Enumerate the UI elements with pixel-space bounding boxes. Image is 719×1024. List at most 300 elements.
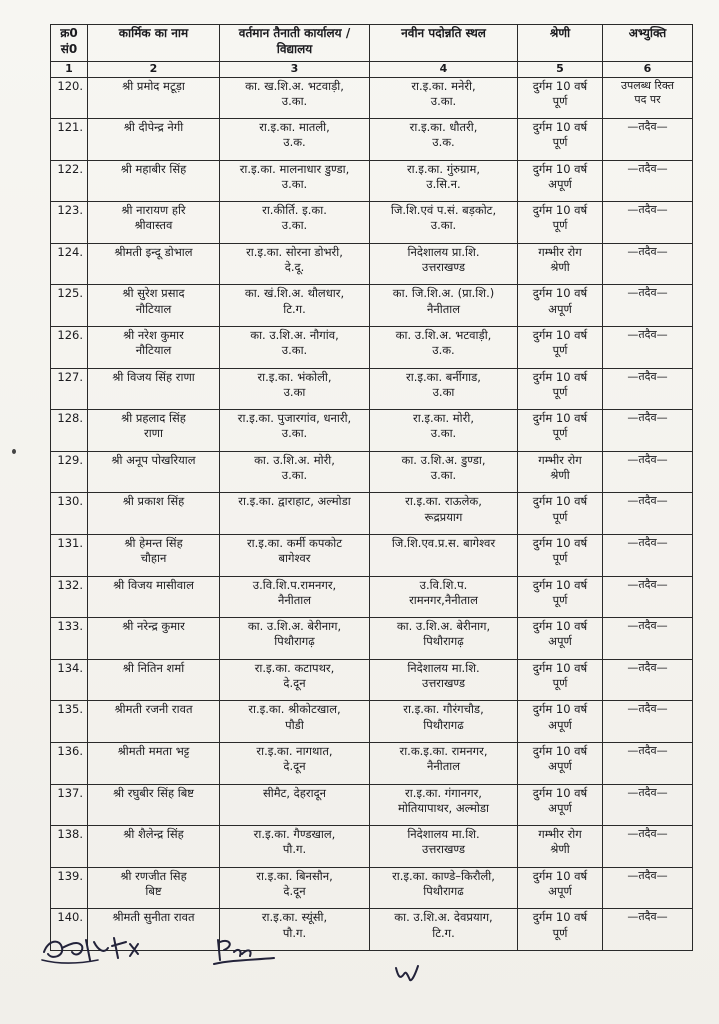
new-posting-cell-line: उ.क. <box>432 343 455 358</box>
serial-number-cell: 128. <box>51 410 88 452</box>
employee-name-cell-line: श्री रघुबीर सिंह बिष्ट <box>113 785 194 800</box>
employee-name-cell-line: चौहान <box>140 551 167 566</box>
new-posting-cell-line: का. उ.शि.अ. भटवाड़ी, <box>395 328 492 343</box>
table-row <box>51 784 693 826</box>
category-cell-line: दुर्गम 10 वर्ष <box>532 536 588 551</box>
employee-name-cell-line: श्री नारायण हरि <box>121 203 186 218</box>
new-posting-cell-line: पिथौरागढ़ <box>423 634 464 649</box>
table-row <box>51 202 693 244</box>
current-posting-cell <box>220 826 370 868</box>
employee-name-cell <box>88 119 220 161</box>
current-posting-cell <box>220 77 370 119</box>
employee-name-cell <box>88 826 220 868</box>
current-posting-cell-line: का. उ.शि.अ. मोरी, <box>254 452 335 467</box>
current-posting-cell-line: रा.इ.का. स्यूंसी, <box>261 910 328 925</box>
remark-cell-line: —तदैव— <box>627 868 668 882</box>
serial-number-cell: 139. <box>51 867 88 909</box>
new-posting-cell <box>370 701 518 743</box>
category-cell <box>518 701 603 743</box>
serial-number-cell: 138. <box>51 826 88 868</box>
new-posting-cell-line: रामनगर,नैनीताल <box>409 592 478 607</box>
current-posting-cell-line: बागेश्वर <box>278 551 311 566</box>
table-row <box>51 535 693 577</box>
column-number-row <box>51 62 693 78</box>
remark-cell-line: पद पर <box>634 93 661 107</box>
new-posting-cell <box>370 451 518 493</box>
current-posting-cell-line: उ.का. <box>281 426 308 441</box>
remark-cell-line: —तदैव— <box>627 910 668 924</box>
remark-cell <box>603 701 693 743</box>
current-posting-cell-line: रा.इ.का. पुजारगांव, धनारी, <box>237 411 352 426</box>
category-cell-line: दुर्गम 10 वर्ष <box>532 78 588 93</box>
column-number: 1 <box>51 62 88 78</box>
category-cell-line: पूर्ण <box>552 135 568 150</box>
employee-name-cell <box>88 202 220 244</box>
serial-number-cell: 129. <box>51 451 88 493</box>
new-posting-cell-line: का. उ.शि.अ. देवप्रयाग, <box>394 910 493 925</box>
category-cell-line: अपूर्ण <box>548 883 572 898</box>
new-posting-cell <box>370 535 518 577</box>
current-posting-cell <box>220 701 370 743</box>
category-cell-line: पूर्ण <box>552 218 568 233</box>
new-posting-cell-line: नैनीताल <box>426 301 461 316</box>
remark-cell-line: —तदैव— <box>627 452 668 466</box>
category-cell-line: अपूर्ण <box>548 634 572 649</box>
employee-name-cell <box>88 285 220 327</box>
category-cell-line: दुर्गम 10 वर्ष <box>532 161 588 176</box>
current-posting-cell-line: नैनीताल <box>277 592 312 607</box>
serial-number-cell: 126. <box>51 327 88 369</box>
category-cell <box>518 327 603 369</box>
category-cell <box>518 535 603 577</box>
table-row <box>51 160 693 202</box>
table-header-row <box>51 25 693 62</box>
new-posting-cell <box>370 410 518 452</box>
new-posting-cell-line: उ.का. <box>430 426 457 441</box>
remark-cell <box>603 743 693 785</box>
current-posting-cell-line: उ.का. <box>281 468 308 483</box>
category-cell <box>518 202 603 244</box>
category-cell-line: अपूर्ण <box>548 759 572 774</box>
current-posting-cell-line: उ.का. <box>281 218 308 233</box>
employee-name-cell-line: श्री शैलेन्द्र सिंह <box>123 827 184 842</box>
employee-name-cell-line: राणा <box>144 426 163 441</box>
header-category: श्रेणी <box>518 25 603 62</box>
new-posting-cell <box>370 909 518 951</box>
remark-cell <box>603 493 693 535</box>
serial-number-cell: 133. <box>51 618 88 660</box>
table-row <box>51 867 693 909</box>
current-posting-cell-line: टि.ग. <box>283 301 306 316</box>
current-posting-cell-line: उ.का. <box>281 93 308 108</box>
employee-name-cell-line: नौटियाल <box>135 301 172 316</box>
current-posting-cell <box>220 119 370 161</box>
table-row <box>51 119 693 161</box>
category-cell-line: पूर्ण <box>552 551 568 566</box>
new-posting-cell <box>370 576 518 618</box>
category-cell-line: दुर्गम 10 वर्ष <box>532 328 588 343</box>
category-cell-line: दुर्गम 10 वर्ष <box>532 286 588 301</box>
employee-name-cell <box>88 618 220 660</box>
table-row <box>51 576 693 618</box>
new-posting-cell-line: उत्तराखण्ड <box>422 842 465 857</box>
remark-cell-line: —तदैव— <box>627 660 668 674</box>
new-posting-cell-line: जि.शि.एवं प.सं. बड़कोट, <box>390 203 497 218</box>
employee-name-cell-line: श्रीमती सुनीता रावत <box>112 910 195 925</box>
employee-name-cell <box>88 451 220 493</box>
category-cell-line: दुर्गम 10 वर्ष <box>532 411 588 426</box>
table-row <box>51 285 693 327</box>
remark-cell <box>603 451 693 493</box>
current-posting-cell <box>220 451 370 493</box>
new-posting-cell-line: उ.सि.न. <box>426 176 461 191</box>
new-posting-cell <box>370 77 518 119</box>
table-row <box>51 451 693 493</box>
remark-cell-line: —तदैव— <box>627 411 668 425</box>
current-posting-cell-line: का. ख.शि.अ. भटवाड़ी, <box>245 78 344 93</box>
category-cell-line: पूर्ण <box>552 676 568 690</box>
new-posting-cell <box>370 659 518 701</box>
category-cell <box>518 659 603 701</box>
current-posting-cell-line: पिथौरागढ़ <box>274 634 315 649</box>
serial-number-cell: 137. <box>51 784 88 826</box>
current-posting-cell <box>220 327 370 369</box>
new-posting-cell-line: रा.इ.का. गौरंगचौड, <box>403 702 484 717</box>
new-posting-cell-line: नैनीताल <box>426 759 461 774</box>
employee-name-cell-line: श्री नरेश कुमार <box>123 328 184 343</box>
new-posting-cell-line: उ.का. <box>430 468 457 483</box>
employee-name-cell-line: श्री रणजीत सिह <box>120 868 187 883</box>
serial-number-cell: 131. <box>51 535 88 577</box>
table-row <box>51 368 693 410</box>
current-posting-cell <box>220 743 370 785</box>
employee-name-cell-line: श्रीमती रजनी रावत <box>114 702 193 717</box>
current-posting-cell <box>220 659 370 701</box>
new-posting-cell-line: मोतियापाथर, अल्मोडा <box>397 800 490 815</box>
remark-cell <box>603 327 693 369</box>
category-cell-line: अपूर्ण <box>548 301 572 316</box>
current-posting-cell-line: उ.क. <box>283 135 306 150</box>
category-cell-line: दुर्गम 10 वर्ष <box>532 785 588 800</box>
category-cell <box>518 410 603 452</box>
category-cell <box>518 576 603 618</box>
employee-name-cell-line: श्री सुरेश प्रसाद <box>122 286 185 301</box>
header-current-posting: वर्तमान तैनाती कार्यालय / विद्यालय <box>220 25 370 62</box>
current-posting-cell-line: रा.कीर्ति. इ.का. <box>262 203 327 218</box>
category-cell-line: पूर्ण <box>552 509 568 524</box>
category-cell-line: दुर्गम 10 वर्ष <box>532 619 588 634</box>
new-posting-cell-line: रा.इ.का. मोरी, <box>413 411 474 426</box>
category-cell-line: दुर्गम 10 वर्ष <box>532 203 588 218</box>
column-number: 6 <box>603 62 693 78</box>
employee-name-cell <box>88 784 220 826</box>
handwritten-signature-2 <box>212 936 282 970</box>
current-posting-cell-line: का. खं.शि.अ. थौलधार, <box>244 286 345 301</box>
category-cell <box>518 618 603 660</box>
employee-name-cell <box>88 368 220 410</box>
serial-number-cell: 123. <box>51 202 88 244</box>
current-posting-cell-line: पौडी <box>285 717 304 732</box>
remark-cell <box>603 368 693 410</box>
employee-name-cell <box>88 243 220 285</box>
category-cell-line: दुर्गम 10 वर्ष <box>532 910 588 925</box>
new-posting-cell-line: टि.ग. <box>432 925 455 940</box>
remark-cell-line: —तदैव— <box>627 244 668 258</box>
table-row <box>51 243 693 285</box>
handwritten-mark <box>392 962 422 988</box>
table-row <box>51 826 693 868</box>
category-cell <box>518 243 603 285</box>
category-cell-line: श्रेणी <box>550 468 570 483</box>
current-posting-cell-line: का. उ.शि.अ. बेरीनाग, <box>247 619 342 634</box>
new-posting-cell <box>370 743 518 785</box>
current-posting-cell-line: रा.इ.का. कर्मी कपकोट <box>246 536 343 551</box>
current-posting-cell-line: सीमैट, देहरादून <box>262 785 327 800</box>
employee-name-cell <box>88 535 220 577</box>
category-cell <box>518 160 603 202</box>
remark-cell <box>603 535 693 577</box>
employee-name-cell-line: बिष्ट <box>145 883 162 898</box>
table-row <box>51 659 693 701</box>
new-posting-cell-line: रा.इ.का. राऊलेक, <box>405 494 482 509</box>
category-cell <box>518 77 603 119</box>
employee-name-cell-line: श्रीमती इन्दू डोभाल <box>114 244 193 259</box>
employee-name-cell <box>88 701 220 743</box>
new-posting-cell-line: रा.इ.का. गंगानगर, <box>405 785 482 800</box>
serial-number-cell: 135. <box>51 701 88 743</box>
category-cell-line: पूर्ण <box>552 93 568 108</box>
new-posting-cell <box>370 327 518 369</box>
current-posting-cell <box>220 243 370 285</box>
current-posting-cell-line: दे.दून <box>283 883 306 898</box>
new-posting-cell <box>370 202 518 244</box>
new-posting-cell-line: पिथौरागढ <box>423 717 464 732</box>
column-number: 3 <box>220 62 370 78</box>
new-posting-cell-line: उ.का. <box>430 218 457 233</box>
current-posting-cell <box>220 202 370 244</box>
current-posting-cell-line: उ.का. <box>281 343 308 358</box>
remark-cell-line: —तदैव— <box>627 120 668 134</box>
current-posting-cell-line: पौ.ग. <box>282 925 307 940</box>
remark-cell-line: —तदैव— <box>627 577 668 591</box>
new-posting-cell-line: निदेशालय मा.शि. <box>407 827 480 842</box>
category-cell-line: दुर्गम 10 वर्ष <box>532 702 588 717</box>
table-row <box>51 743 693 785</box>
table-row <box>51 701 693 743</box>
current-posting-cell <box>220 576 370 618</box>
remark-cell-line: —तदैव— <box>627 702 668 716</box>
new-posting-cell <box>370 285 518 327</box>
current-posting-cell-line: रा.इ.का. बिनसौन, <box>256 868 333 883</box>
new-posting-cell-line: रा.इ.का. मनेरी, <box>411 78 476 93</box>
category-cell-line: गम्भीर रोग <box>538 452 582 467</box>
current-posting-cell-line: रा.इ.का. मालनाधार डुण्डा, <box>239 161 350 176</box>
table-row <box>51 77 693 119</box>
serial-number-cell: 134. <box>51 659 88 701</box>
current-posting-cell-line: उ.का <box>283 384 306 399</box>
employee-name-cell-line: श्री महाबीर सिंह <box>120 161 187 176</box>
category-cell-line: दुर्गम 10 वर्ष <box>532 660 588 675</box>
remark-cell <box>603 160 693 202</box>
new-posting-cell-line: निदेशालय प्रा.शि. <box>407 244 480 259</box>
current-posting-cell-line: रा.इ.का. नागथात, <box>256 744 333 759</box>
employee-name-cell <box>88 493 220 535</box>
employee-name-cell-line: श्री प्रकाश सिंह <box>122 494 185 509</box>
new-posting-cell-line: निदेशालय मा.शि. <box>407 660 480 675</box>
remark-cell <box>603 659 693 701</box>
transfer-list-table <box>50 24 693 951</box>
header-new-promotion-place: नवीन पदोन्नति स्थल <box>370 25 518 62</box>
new-posting-cell-line: उत्तराखण्ड <box>422 676 465 690</box>
employee-name-cell <box>88 160 220 202</box>
serial-number-cell: 136. <box>51 743 88 785</box>
new-posting-cell-line: रा.इ.का. बर्नीगाड, <box>406 369 481 384</box>
current-posting-cell-line: रा.इ.का. सोरना डोभरी, <box>246 244 343 259</box>
category-cell-line: पूर्ण <box>552 343 568 358</box>
current-posting-cell-line: रा.इ.का. मातली, <box>259 120 330 135</box>
new-posting-cell-line: पिथौरागढ <box>423 883 464 898</box>
current-posting-cell-line: रा.इ.का. श्रीकोटखाल, <box>248 702 341 717</box>
serial-number-cell: 132. <box>51 576 88 618</box>
column-number: 4 <box>370 62 518 78</box>
employee-name-cell-line: श्रीवास्तव <box>134 218 173 233</box>
new-posting-cell-line: रा.इ.का. धौतरी, <box>409 120 478 135</box>
current-posting-cell <box>220 410 370 452</box>
current-posting-cell-line: रा.इ.का. भंकोली, <box>257 369 332 384</box>
remark-cell-line: —तदैव— <box>627 536 668 550</box>
category-cell <box>518 909 603 951</box>
category-cell <box>518 743 603 785</box>
remark-cell-line: —तदैव— <box>627 494 668 508</box>
remark-cell-line: —तदैव— <box>627 203 668 217</box>
table-row <box>51 410 693 452</box>
category-cell <box>518 451 603 493</box>
current-posting-cell <box>220 867 370 909</box>
new-posting-cell-line: का. उ.शि.अ. डुण्डा, <box>401 452 486 467</box>
serial-number-cell: 124. <box>51 243 88 285</box>
category-cell-line: पूर्ण <box>552 426 568 441</box>
remark-cell <box>603 202 693 244</box>
new-posting-cell <box>370 119 518 161</box>
category-cell-line: पूर्ण <box>552 925 568 940</box>
table-row <box>51 493 693 535</box>
remark-cell <box>603 243 693 285</box>
column-number: 5 <box>518 62 603 78</box>
scan-speck <box>12 449 16 454</box>
new-posting-cell-line: जि.शि.एव.प्र.स. बागेश्वर <box>391 536 496 551</box>
remark-cell <box>603 784 693 826</box>
header-serial-number: क्र0 सं0 <box>51 25 88 62</box>
category-cell <box>518 826 603 868</box>
category-cell-line: दुर्गम 10 वर्ष <box>532 744 588 759</box>
remark-cell <box>603 119 693 161</box>
employee-name-cell-line: श्री प्रमोद मटूड़ा <box>122 78 185 93</box>
serial-number-cell: 122. <box>51 160 88 202</box>
category-cell <box>518 119 603 161</box>
employee-name-cell-line: श्री नितिन शर्मा <box>122 660 185 675</box>
category-cell <box>518 285 603 327</box>
current-posting-cell-line: रा.इ.का. कटापथर, <box>254 660 335 675</box>
current-posting-cell <box>220 618 370 660</box>
current-posting-cell <box>220 285 370 327</box>
employee-name-cell-line: श्री प्रहलाद सिंह <box>121 411 186 426</box>
employee-name-cell-line: श्री दीपेन्द्र नेगी <box>123 120 184 135</box>
category-cell-line: दुर्गम 10 वर्ष <box>532 868 588 883</box>
category-cell <box>518 784 603 826</box>
new-posting-cell-line: उ.क. <box>432 135 455 150</box>
category-cell <box>518 867 603 909</box>
category-cell-line: श्रेणी <box>550 842 570 857</box>
employee-name-cell-line: श्री विजय सिंह राणा <box>112 369 195 384</box>
remark-cell-line: उपलब्ध रिक्त <box>621 78 674 92</box>
current-posting-cell-line: दे.दून <box>283 759 306 774</box>
new-posting-cell-line: उ.का <box>432 384 455 399</box>
current-posting-cell <box>220 368 370 410</box>
serial-number-cell: 140. <box>51 909 88 951</box>
remark-cell <box>603 410 693 452</box>
remark-cell <box>603 909 693 951</box>
remark-cell-line: —तदैव— <box>627 619 668 633</box>
remark-cell-line: —तदैव— <box>627 161 668 175</box>
serial-number-cell: 130. <box>51 493 88 535</box>
new-posting-cell-line: का. जि.शि.अ. (प्रा.शि.) <box>392 286 495 301</box>
current-posting-cell <box>220 493 370 535</box>
serial-number-cell: 121. <box>51 119 88 161</box>
table-row <box>51 618 693 660</box>
category-cell-line: गम्भीर रोग <box>538 827 582 842</box>
employee-name-cell-line: श्री हेमन्त सिंह <box>124 536 183 551</box>
employee-name-cell <box>88 327 220 369</box>
category-cell-line: अपूर्ण <box>548 717 572 732</box>
new-posting-cell-line: उ.का. <box>430 93 457 108</box>
current-posting-cell-line: पौ.ग. <box>282 842 307 857</box>
remark-cell-line: —तदैव— <box>627 286 668 300</box>
remark-cell <box>603 826 693 868</box>
employee-name-cell-line: श्रीमती ममता भट्ट <box>117 744 190 759</box>
employee-name-cell <box>88 659 220 701</box>
category-cell-line: दुर्गम 10 वर्ष <box>532 369 588 384</box>
remark-cell-line: —तदैव— <box>627 744 668 758</box>
header-employee-name: कार्मिक का नाम <box>88 25 220 62</box>
employee-name-cell <box>88 576 220 618</box>
remark-cell-line: —तदैव— <box>627 369 668 383</box>
current-posting-cell-line: उ.का. <box>281 176 308 191</box>
column-number: 2 <box>88 62 220 78</box>
remark-cell <box>603 285 693 327</box>
category-cell-line: गम्भीर रोग <box>538 244 582 259</box>
current-posting-cell-line: रा.इ.का. गैण्डखाल, <box>253 827 336 842</box>
current-posting-cell-line: दे.दू. <box>284 260 305 275</box>
remark-cell-line: —तदैव— <box>627 785 668 799</box>
current-posting-cell-line: का. उ.शि.अ. नौगांव, <box>250 328 339 343</box>
remark-cell-line: —तदैव— <box>627 328 668 342</box>
remark-cell <box>603 576 693 618</box>
serial-number-cell: 120. <box>51 77 88 119</box>
employee-name-cell <box>88 743 220 785</box>
current-posting-cell-line: उ.वि.शि.प.रामनगर, <box>252 577 337 592</box>
new-posting-cell-line: उत्तराखण्ड <box>422 260 465 275</box>
current-posting-cell <box>220 160 370 202</box>
new-posting-cell <box>370 160 518 202</box>
category-cell-line: दुर्गम 10 वर्ष <box>532 494 588 509</box>
new-posting-cell-line: का. उ.शि.अ. बेरीनाग, <box>396 619 491 634</box>
category-cell <box>518 493 603 535</box>
new-posting-cell-line: रा.इ.का. गुंरुग्राम, <box>406 161 481 176</box>
employee-name-cell <box>88 410 220 452</box>
category-cell-line: दुर्गम 10 वर्ष <box>532 577 588 592</box>
table-row <box>51 327 693 369</box>
category-cell-line: अपूर्ण <box>548 176 572 191</box>
